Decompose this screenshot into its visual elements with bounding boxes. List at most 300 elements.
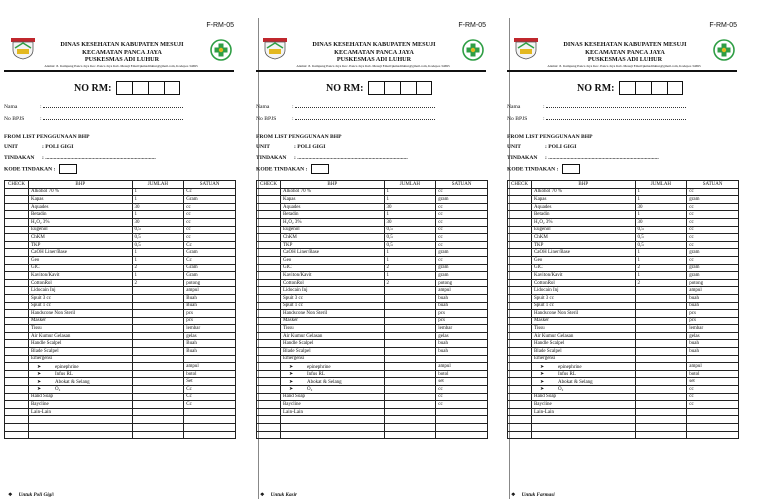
satuan-cell — [436, 431, 488, 439]
table-row — [508, 408, 739, 416]
sub-item-arrow-icon: ➤ — [288, 387, 294, 393]
no-rm-box[interactable] — [132, 81, 148, 95]
check-cell[interactable] — [257, 424, 281, 432]
jumlah-cell: 1 — [635, 249, 687, 257]
bhp-name: TKP — [30, 242, 41, 248]
bpjs-line[interactable] — [295, 116, 435, 120]
footnote-text: Untuk Poli Gigi\ — [18, 492, 55, 498]
satuan-cell: botol — [436, 370, 488, 378]
table-row — [5, 249, 236, 257]
bhp-name: Alkohol 70 % — [30, 189, 60, 195]
bhp-name-cell — [280, 196, 384, 204]
bhp-name-cell — [531, 302, 635, 310]
satuan-cell: potong — [184, 279, 236, 287]
no-rm-box[interactable] — [384, 81, 400, 95]
unit-row — [507, 144, 576, 150]
no-rm-box[interactable] — [651, 81, 667, 95]
no-rm-group — [74, 80, 180, 96]
nama-label: Nama — [507, 104, 521, 110]
bhp-name: CottonRol — [282, 280, 304, 286]
satuan-cell: pcs — [184, 310, 236, 318]
check-cell[interactable] — [257, 188, 281, 196]
check-cell[interactable] — [508, 203, 532, 211]
col-header-check: CHECK — [5, 181, 29, 189]
no-rm-box[interactable] — [619, 81, 635, 95]
bhp-name-cell — [531, 287, 635, 295]
check-cell[interactable] — [508, 264, 532, 272]
table-row — [5, 279, 236, 287]
satuan-cell: Gram — [184, 264, 236, 272]
no-rm-box[interactable] — [148, 81, 164, 95]
check-cell[interactable] — [508, 310, 532, 318]
check-cell[interactable] — [508, 378, 532, 386]
jumlah-cell — [132, 294, 184, 302]
bhp-name: Eugenol — [533, 227, 551, 233]
jumlah-cell: 1 — [384, 272, 436, 280]
jumlah-cell: 1 — [132, 196, 184, 204]
jumlah-cell: 1 — [132, 211, 184, 219]
table-row — [508, 355, 739, 363]
footnote-marker-icon: ❖ — [511, 492, 516, 498]
bhp-name-cell — [280, 340, 384, 348]
jumlah-cell: 0,5 — [384, 241, 436, 249]
check-cell[interactable] — [508, 325, 532, 333]
check-cell[interactable] — [508, 287, 532, 295]
check-cell[interactable] — [508, 218, 532, 226]
check-cell[interactable] — [5, 294, 29, 302]
table-row — [257, 408, 488, 416]
footnote-marker-icon: ❖ — [260, 492, 265, 498]
check-cell[interactable] — [257, 408, 281, 416]
check-cell[interactable] — [257, 302, 281, 310]
bhp-name: Tissu — [533, 326, 545, 332]
kode-tindakan-box[interactable] — [562, 164, 580, 174]
check-cell[interactable] — [5, 272, 29, 280]
letterhead-address: Alamat: Jl. Kampung Panca Jaya Kec. Panca Jaya Kab. Mesuji Email:pkmadiluhur@gmail.com, Kodepos 34695 — [44, 64, 198, 68]
bhp-name: Emergensi — [282, 356, 305, 362]
table-row — [508, 218, 739, 226]
jumlah-cell — [384, 393, 436, 401]
satuan-cell: set — [687, 378, 739, 386]
check-cell[interactable] — [5, 279, 29, 287]
check-cell[interactable] — [5, 408, 29, 416]
table-row — [508, 272, 739, 280]
check-cell[interactable] — [257, 317, 281, 325]
kode-tindakan-box[interactable] — [59, 164, 77, 174]
table-row — [508, 317, 739, 325]
check-cell[interactable] — [257, 325, 281, 333]
check-cell[interactable] — [508, 279, 532, 287]
col-header-bhp: BHP — [28, 181, 132, 189]
check-cell[interactable] — [5, 325, 29, 333]
bhp-name: TKP — [533, 242, 544, 248]
bhp-name-cell — [28, 211, 132, 219]
check-cell[interactable] — [508, 332, 532, 340]
check-cell[interactable] — [257, 355, 281, 363]
jumlah-cell — [635, 325, 687, 333]
table-row — [257, 348, 488, 356]
check-cell[interactable] — [257, 386, 281, 394]
check-cell[interactable] — [5, 203, 29, 211]
bhp-name-cell — [28, 393, 132, 401]
bhp-name-cell — [531, 355, 635, 363]
check-cell[interactable] — [257, 310, 281, 318]
check-cell[interactable] — [5, 226, 29, 234]
table-row — [508, 294, 739, 302]
bhp-name-cell — [28, 310, 132, 318]
satuan-cell: Cc — [184, 188, 236, 196]
table-header-row — [257, 181, 488, 189]
table-row — [5, 416, 236, 424]
satuan-cell: botol — [184, 370, 236, 378]
jumlah-cell: 1 — [384, 188, 436, 196]
bhp-name: Tissu — [30, 326, 42, 332]
nama-line[interactable] — [43, 104, 183, 108]
table-row — [257, 294, 488, 302]
sub-item-arrow-icon: ➤ — [36, 379, 42, 385]
satuan-cell: gram — [436, 272, 488, 280]
check-cell[interactable] — [5, 386, 29, 394]
check-cell[interactable] — [508, 226, 532, 234]
check-cell[interactable] — [5, 211, 29, 219]
check-cell[interactable] — [257, 264, 281, 272]
check-cell[interactable] — [257, 294, 281, 302]
check-cell[interactable] — [5, 363, 29, 371]
satuan-cell: Cc — [184, 256, 236, 264]
jumlah-cell — [132, 363, 184, 371]
satuan-cell: buah — [687, 348, 739, 356]
check-cell[interactable] — [5, 249, 29, 257]
check-cell[interactable] — [5, 218, 29, 226]
satuan-cell: cc — [184, 234, 236, 242]
bhp-name-cell — [280, 287, 384, 295]
col-header-jumlah: JUMLAH — [635, 181, 687, 189]
bhp-name-cell — [531, 332, 635, 340]
bhp-name-cell — [531, 408, 635, 416]
check-cell[interactable] — [5, 287, 29, 295]
bhp-name-cell — [280, 241, 384, 249]
district-name: KECAMATAN PANCA JAYA — [334, 48, 414, 56]
satuan-cell: cc — [436, 241, 488, 249]
check-cell[interactable] — [508, 355, 532, 363]
table-row — [257, 340, 488, 348]
check-cell[interactable] — [508, 294, 532, 302]
check-cell[interactable] — [5, 188, 29, 196]
check-cell[interactable] — [5, 355, 29, 363]
kode-tindakan-label: KODE TINDAKAN : — [256, 166, 308, 173]
check-cell[interactable] — [508, 317, 532, 325]
table-row — [5, 234, 236, 242]
check-cell[interactable] — [5, 196, 29, 204]
check-cell[interactable] — [257, 416, 281, 424]
jumlah-cell: 1 — [635, 196, 687, 204]
satuan-cell: Gram — [184, 249, 236, 257]
jumlah-cell: 1 — [132, 249, 184, 257]
bhp-name: O₂ — [557, 387, 564, 393]
jumlah-cell — [132, 431, 184, 439]
check-cell[interactable] — [508, 272, 532, 280]
sub-item-arrow-icon: ➤ — [36, 372, 42, 378]
check-cell[interactable] — [5, 401, 29, 409]
table-header-row — [508, 181, 739, 189]
check-cell[interactable] — [508, 241, 532, 249]
check-cell[interactable] — [5, 424, 29, 432]
check-cell[interactable] — [5, 317, 29, 325]
check-cell[interactable] — [508, 363, 532, 371]
check-cell[interactable] — [508, 249, 532, 257]
check-cell[interactable] — [5, 348, 29, 356]
jumlah-cell — [132, 355, 184, 363]
check-cell[interactable] — [257, 340, 281, 348]
check-cell[interactable] — [508, 234, 532, 242]
bhp-name-cell — [280, 355, 384, 363]
check-cell[interactable] — [508, 340, 532, 348]
letterhead — [256, 35, 486, 73]
jumlah-cell: 1 — [384, 249, 436, 257]
satuan-cell: gram — [436, 196, 488, 204]
check-cell[interactable] — [5, 302, 29, 310]
jumlah-cell — [635, 355, 687, 363]
kode-tindakan-row — [256, 164, 329, 174]
nama-line[interactable] — [546, 104, 686, 108]
jumlah-cell — [635, 401, 687, 409]
check-cell[interactable] — [508, 256, 532, 264]
check-cell[interactable] — [257, 378, 281, 386]
form-code: F-RM-05 — [709, 22, 737, 29]
bhp-name-cell — [531, 249, 635, 257]
bhp-name-cell — [280, 393, 384, 401]
list-title: FROM LIST PENGGUNAAN BHP — [256, 134, 342, 140]
bhp-name: Kaviton/Kavit — [533, 272, 563, 278]
no-rm-box[interactable] — [368, 81, 384, 95]
tindakan-value: : ............................................................................... — [545, 155, 659, 161]
satuan-cell: Buah — [184, 340, 236, 348]
bhp-name-cell — [280, 424, 384, 432]
bhp-name: Geo — [533, 257, 543, 263]
jumlah-cell — [384, 370, 436, 378]
check-cell[interactable] — [257, 272, 281, 280]
no-rm-box[interactable] — [400, 81, 416, 95]
table-row — [257, 226, 488, 234]
check-cell[interactable] — [257, 226, 281, 234]
check-cell[interactable] — [508, 348, 532, 356]
check-cell[interactable] — [5, 370, 29, 378]
table-row — [5, 302, 236, 310]
bhp-name-cell — [531, 378, 635, 386]
table-row — [5, 294, 236, 302]
bhp-name: CottonRol — [533, 280, 555, 286]
check-cell[interactable] — [5, 431, 29, 439]
table-row — [5, 424, 236, 432]
jumlah-cell — [635, 310, 687, 318]
satuan-cell: Cc — [184, 386, 236, 394]
check-cell[interactable] — [257, 279, 281, 287]
check-cell[interactable] — [508, 196, 532, 204]
letterhead-address: Alamat: Jl. Kampung Panca Jaya Kec. Panca Jaya Kab. Mesuji Email:pkmadiluhur@gmail.com, Kodepos 34695 — [547, 64, 701, 68]
jumlah-cell — [132, 393, 184, 401]
letterhead — [507, 35, 737, 73]
bpjs-line[interactable] — [546, 116, 686, 120]
bhp-name-cell — [531, 348, 635, 356]
bhp-name-cell — [531, 386, 635, 394]
jumlah-cell — [384, 416, 436, 424]
check-cell[interactable] — [257, 401, 281, 409]
bpjs-line[interactable] — [43, 116, 183, 120]
bhp-name: Spuit 3 cc — [533, 295, 554, 301]
check-cell[interactable] — [508, 431, 532, 439]
bhp-name-cell — [280, 416, 384, 424]
check-cell[interactable] — [508, 393, 532, 401]
check-cell[interactable] — [257, 370, 281, 378]
bhp-name-cell — [280, 302, 384, 310]
bhp-name: TKP — [282, 242, 293, 248]
check-cell[interactable] — [5, 256, 29, 264]
table-row — [5, 264, 236, 272]
table-row — [5, 218, 236, 226]
check-cell[interactable] — [508, 416, 532, 424]
check-cell[interactable] — [508, 386, 532, 394]
jumlah-cell — [132, 416, 184, 424]
check-cell[interactable] — [5, 241, 29, 249]
table-row — [508, 348, 739, 356]
district-name: KECAMATAN PANCA JAYA — [82, 48, 162, 56]
no-rm-box[interactable] — [635, 81, 651, 95]
letterhead — [4, 35, 234, 73]
bpjs-label: No BPJS — [507, 116, 528, 122]
check-cell[interactable] — [5, 416, 29, 424]
unit-row — [4, 144, 73, 150]
satuan-cell: Gram — [184, 196, 236, 204]
table-row — [508, 416, 739, 424]
satuan-cell: cc — [436, 234, 488, 242]
check-cell[interactable] — [508, 408, 532, 416]
bhp-name-cell — [28, 370, 132, 378]
satuan-cell: buah — [687, 340, 739, 348]
check-cell[interactable] — [5, 393, 29, 401]
satuan-cell — [184, 424, 236, 432]
check-cell[interactable] — [5, 310, 29, 318]
check-cell[interactable] — [257, 363, 281, 371]
bhp-name-cell — [280, 332, 384, 340]
kode-tindakan-label: KODE TINDAKAN : — [4, 166, 56, 173]
no-rm-box[interactable] — [164, 81, 180, 95]
satuan-cell: gelas — [184, 332, 236, 340]
satuan-cell: ampul — [184, 287, 236, 295]
bhp-name-cell — [28, 256, 132, 264]
table-row — [257, 203, 488, 211]
check-cell[interactable] — [257, 287, 281, 295]
check-cell[interactable] — [5, 340, 29, 348]
bhp-name: Eugenol — [30, 227, 48, 233]
bhp-name: Hand Soap — [282, 394, 306, 400]
check-cell[interactable] — [257, 234, 281, 242]
jumlah-cell: 2 — [132, 279, 184, 287]
col-header-satuan: SATUAN — [436, 181, 488, 189]
no-rm-box[interactable] — [116, 81, 132, 95]
check-cell[interactable] — [257, 431, 281, 439]
jumlah-cell: 1 — [132, 256, 184, 264]
letterhead-title — [36, 41, 208, 64]
bhp-name: Kapas — [282, 196, 296, 202]
check-cell[interactable] — [257, 393, 281, 401]
nama-field — [507, 104, 686, 110]
check-cell[interactable] — [257, 196, 281, 204]
check-cell[interactable] — [257, 332, 281, 340]
puskesmas-name: PUSKESMAS ADI LUHUR — [336, 56, 412, 63]
bhp-name-cell — [28, 401, 132, 409]
kode-tindakan-box[interactable] — [311, 164, 329, 174]
jumlah-cell: 0,5 — [635, 234, 687, 242]
no-rm-box[interactable] — [416, 81, 432, 95]
bhp-name: GIC — [533, 265, 543, 271]
check-cell[interactable] — [508, 370, 532, 378]
bhp-table — [256, 180, 488, 439]
bhp-name: CaOH Liner/Base — [30, 250, 67, 256]
check-cell[interactable] — [508, 401, 532, 409]
check-cell[interactable] — [257, 241, 281, 249]
bhp-name-cell — [280, 363, 384, 371]
satuan-cell: Buah — [184, 294, 236, 302]
table-row — [5, 256, 236, 264]
bhp-name: CaOH Liner/Base — [282, 250, 319, 256]
bhp-name-cell — [531, 234, 635, 242]
satuan-cell: cc — [184, 218, 236, 226]
bhp-name: Air Kumur Gelasan — [30, 333, 71, 339]
satuan-cell: cc — [687, 386, 739, 394]
bhp-name-cell — [28, 408, 132, 416]
bhp-name: Handle Scalpel — [533, 341, 565, 347]
check-cell[interactable] — [257, 256, 281, 264]
letterhead-rule — [4, 70, 234, 72]
nama-line[interactable] — [295, 104, 435, 108]
bhp-form-2 — [256, 0, 486, 503]
check-cell[interactable] — [508, 211, 532, 219]
table-row — [257, 196, 488, 204]
no-rm-box[interactable] — [667, 81, 683, 95]
check-cell[interactable] — [508, 424, 532, 432]
bhp-name: Infus RL — [54, 372, 73, 378]
bhp-name-cell — [280, 325, 384, 333]
check-cell[interactable] — [257, 211, 281, 219]
jumlah-cell: 1 — [132, 188, 184, 196]
check-cell[interactable] — [257, 203, 281, 211]
jumlah-cell — [635, 424, 687, 432]
table-row — [257, 332, 488, 340]
col-header-satuan: SATUAN — [687, 181, 739, 189]
check-cell[interactable] — [257, 249, 281, 257]
bhp-name: Geo — [30, 257, 40, 263]
check-cell[interactable] — [5, 234, 29, 242]
check-cell[interactable] — [5, 264, 29, 272]
regency-emblem-icon — [513, 38, 539, 60]
no-rm-label: NO RM: — [74, 82, 112, 94]
check-cell[interactable] — [257, 218, 281, 226]
table-row — [257, 378, 488, 386]
check-cell[interactable] — [257, 348, 281, 356]
bhp-name-cell — [28, 325, 132, 333]
satuan-cell — [436, 408, 488, 416]
bhp-name-cell — [28, 363, 132, 371]
jumlah-cell: 1 — [635, 272, 687, 280]
satuan-cell: cc — [687, 393, 739, 401]
satuan-cell: cc — [436, 218, 488, 226]
satuan-cell: Buah — [184, 348, 236, 356]
check-cell[interactable] — [5, 378, 29, 386]
check-cell[interactable] — [508, 302, 532, 310]
bhp-name: Masker — [533, 318, 549, 324]
check-cell[interactable] — [5, 332, 29, 340]
check-cell[interactable] — [508, 188, 532, 196]
